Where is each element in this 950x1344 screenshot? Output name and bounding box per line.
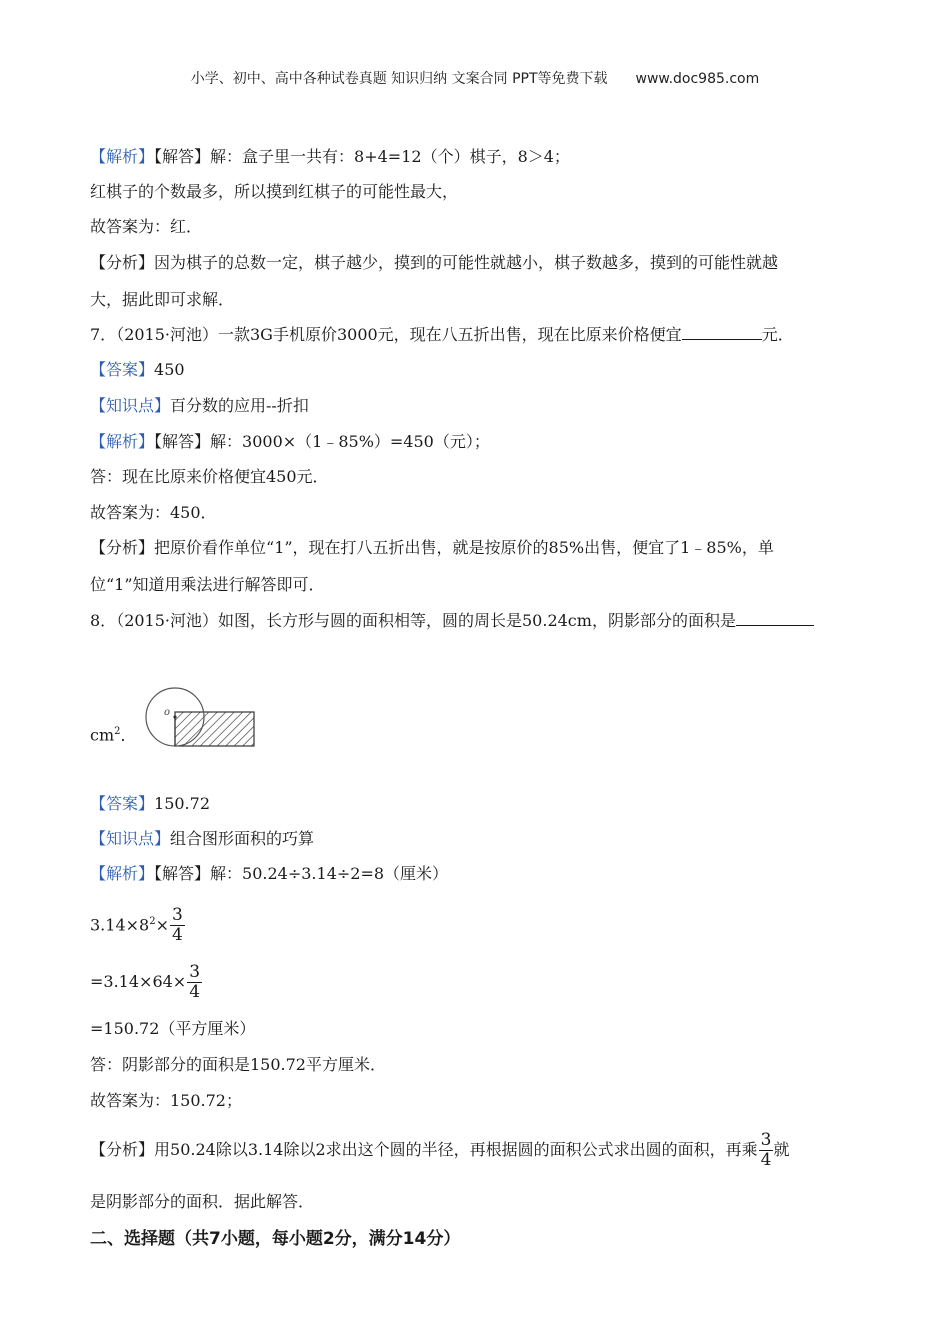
header-url: www.doc985.com: [635, 71, 760, 87]
q7-analysis-text1: 把原价看作单位“1”，现在打八五折出售，就是按原价的85%出售，便宜了1﹣85%，单: [154, 538, 774, 557]
q8-analysis: [90, 1130, 789, 1170]
q7-knowledge: 百分数的应用--折扣: [170, 396, 309, 415]
tag-fenxi: 【分析】: [90, 1140, 155, 1159]
fraction-denominator: 4: [760, 1150, 772, 1170]
fraction: [759, 1131, 774, 1170]
q8-calc3: =150.72（平方厘米）: [90, 1019, 256, 1038]
q7-number: 7．: [90, 325, 117, 344]
fraction-numerator: 3: [760, 1130, 772, 1150]
tag-fenxi: 【分析】: [90, 253, 155, 272]
q8-answer-line: [90, 794, 210, 814]
tag-jieda: 【解答】: [154, 432, 211, 451]
fraction-denominator: 4: [172, 925, 183, 946]
tag-daan: 【答案】: [90, 360, 155, 379]
q8-stem-text: 如图，长方形与圆的面积相等，圆的周长是50.24cm，阴影部分的面积是: [218, 611, 736, 630]
q7-answer-line: [90, 360, 185, 380]
q7-source: （2015·河池）: [116, 325, 218, 344]
q8-calc1-sup: 2: [149, 916, 156, 927]
q7-reply: 答：现在比原来价格便宜450元．: [90, 467, 329, 486]
q8-stem: [90, 611, 814, 631]
q7-analysis: [90, 538, 774, 558]
shaded-rectangle: [175, 712, 254, 746]
q8-blank: [736, 611, 814, 626]
center-label: o: [164, 707, 171, 718]
fraction-numerator: 3: [172, 905, 183, 926]
fraction-numerator: 3: [189, 962, 201, 982]
tag-zhishidian: 【知识点】: [90, 396, 171, 415]
q7-solution-line: [90, 432, 490, 452]
tag-zhishidian: 【知识点】: [90, 829, 171, 848]
q8-unit-text: cm: [90, 725, 115, 745]
tag-jieda: 【解答】: [154, 147, 211, 166]
q7-stem: [90, 325, 794, 345]
q8-unit-end: ．: [120, 725, 137, 745]
q8-analysis-text1b: 就: [773, 1140, 790, 1159]
tag-daan: 【答案】: [90, 794, 155, 813]
q6-final: 故答案为：红．: [90, 217, 203, 236]
q7-analysis-text2: 位“1”知道用乘法进行解答即可．: [90, 575, 325, 594]
q8-calc1-prefix: 3.14×8: [90, 915, 150, 935]
q8-solve: 解：50.24÷3.14÷2=8（厘米）: [210, 864, 449, 883]
q7-knowledge-line: [90, 396, 309, 416]
q8-reply: 答：阴影部分的面积是150.72平方厘米．: [90, 1055, 386, 1074]
q7-answer: 450: [154, 360, 185, 379]
q6-analysis: [90, 253, 778, 273]
q8-number: 8．: [90, 611, 117, 630]
q8-unit: [90, 722, 137, 745]
q7-stem-text: 一款3G手机原价3000元，现在八五折出售，现在比原来价格便宜: [218, 325, 682, 344]
tag-jiexi: 【解析】: [90, 432, 155, 451]
q8-answer: 150.72: [154, 794, 210, 813]
tag-fenxi: 【分析】: [90, 538, 155, 557]
q8-calc2: [90, 962, 202, 1002]
page-header: [0, 68, 950, 88]
q7-final: 故答案为：450．: [90, 503, 217, 522]
q8-calc1: [90, 902, 185, 945]
fraction: [187, 963, 202, 1002]
circle-rectangle-figure: [145, 682, 259, 754]
q8-solution-line: [90, 864, 448, 884]
fraction-denominator: 4: [189, 982, 201, 1002]
q6-solve: 解：盒子里一共有：8+4=12（个）棋子，8＞4；: [210, 147, 570, 166]
tag-jiexi: 【解析】: [90, 147, 155, 166]
q8-calc2-prefix: =3.14×64×: [90, 972, 187, 991]
q7-blank: [682, 325, 762, 340]
q6-analysis-text1: 因为棋子的总数一定，棋子越少，摸到的可能性就越小，棋子数越多，摸到的可能性就越: [154, 253, 779, 272]
header-text: 小学、初中、高中各种试卷真题 知识归纳 文案合同 PPT等免费下载: [190, 71, 608, 87]
q6-solution-line: [90, 147, 570, 167]
section-heading: 二、选择题（共7小题，每小题2分，满分14分）: [90, 1229, 461, 1249]
tag-jiexi: 【解析】: [90, 864, 155, 883]
q8-analysis-text1: 用50.24除以3.14除以2求出这个圆的半径，再根据圆的面积公式求出圆的面积，再乘: [154, 1140, 758, 1159]
q8-knowledge-line: [90, 829, 314, 849]
q8-unit-sup: 2: [114, 726, 121, 737]
q8-calc1-times: ×: [155, 915, 169, 935]
q6-line2: 红棋子的个数最多，所以摸到红棋子的可能性最大，: [90, 182, 459, 201]
q8-knowledge: 组合图形面积的巧算: [170, 829, 315, 848]
q7-solve: 解：3000×（1﹣85%）=450（元）；: [210, 432, 490, 451]
fraction: [170, 906, 185, 945]
q8-analysis-text2: 是阴影部分的面积．据此解答．: [90, 1192, 315, 1211]
center-point: [173, 715, 176, 718]
tag-jieda: 【解答】: [154, 864, 211, 883]
q6-analysis-text2: 大，据此即可求解．: [90, 290, 235, 309]
q7-unit: 元．: [761, 325, 794, 344]
q8-source: （2015·河池）: [116, 611, 218, 630]
q8-final: 故答案为：150.72；: [90, 1091, 242, 1110]
